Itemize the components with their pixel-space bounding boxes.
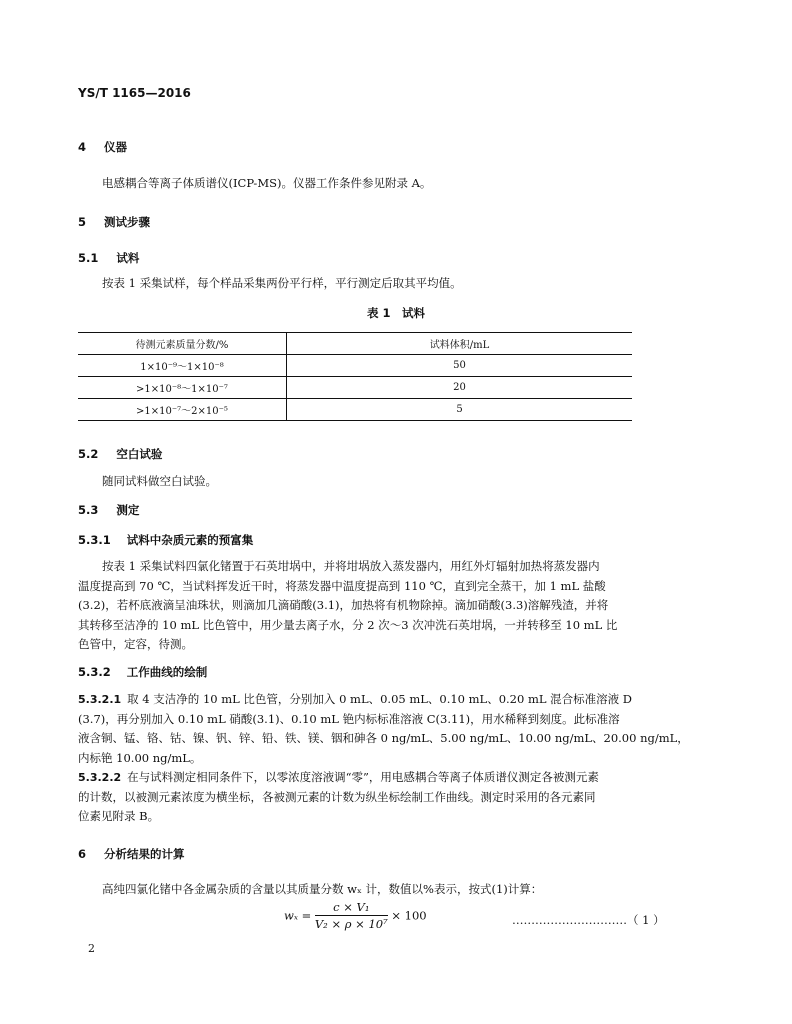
section-title: 试料 [116,251,140,265]
equation-denominator: V₂ × ρ × 10⁷ [314,917,388,931]
section-5-2-heading [78,446,162,462]
section-5-3-2-2-body [78,768,712,827]
paragraph-line: 内标铯 10.00 ng/mL。 [78,750,202,765]
section-5-1-heading [78,250,139,266]
table-cell: >1×10⁻⁷～2×10⁻⁵ [78,399,287,421]
paragraph-line: 色管中，定容，待测。 [78,637,193,651]
paragraph-line: 按表 1 采集试料四氯化锗置于石英坩埚中，并将坩埚放入蒸发器内，用红外灯辐射加热将蒸发器内 [102,559,600,573]
table-row [78,377,632,399]
table-header-cell: 试料体积/mL [287,333,633,355]
paragraph-line: 的计数，以被测元素浓度为横坐标，各被测元素的计数为纵坐标绘制工作曲线。测定时采用的各元素同 [78,789,596,804]
section-5-2-body: 随同试料做空白试验。 [102,474,217,488]
clause-text: 在与试料测定相同条件下，以零浓度溶液调“零”，用电感耦合等离子体质谱仪测定各被测元素 [127,770,599,784]
section-number: 5.3.2 [78,665,111,679]
section-number: 4 [78,140,87,154]
table-cell: 5 [456,404,463,415]
table-1-caption: 表 1 试料 [366,306,425,320]
clause-number: 5.3.2.2 [78,771,122,784]
section-5-3-1-body [78,557,712,655]
section-number: 6 [78,847,87,861]
section-5-3-2-1-body [78,690,712,768]
equation-1 [284,900,427,931]
section-title: 空白试验 [116,447,163,461]
section-number: 5.2 [78,447,99,461]
section-6-heading [78,846,185,862]
section-4-body: 电感耦合等离子体质谱仪(ICP-MS)。仪器工作条件参见附录 A。 [102,176,432,190]
section-title: 测定 [116,503,140,517]
clause-number: 5.3.2.1 [78,693,122,706]
paragraph-line: 温度提高到 70 ℃，当试料挥发近干时，将蒸发器中温度提高到 110 ℃，直到完全蒸干，加 1 mL 盐酸 [78,578,606,593]
section-5-3-heading [78,502,139,518]
paragraph-line: (3.2)，若杯底液滴呈油珠状，则滴加几滴硝酸(3.1)，加热将有机物除掉。滴加硝酸(3.3)溶解残渣，并将 [78,598,609,612]
section-number: 5.3.1 [78,533,111,547]
section-title: 试料中杂质元素的预富集 [126,533,254,547]
table-row [78,399,632,421]
section-title: 分析结果的计算 [104,847,185,861]
paragraph-line: 液含铜、锰、铬、钴、镍、钒、锌、铅、铁、镁、铟和砷各 0 ng/mL、5.00 ng/mL、10.00 ng/mL、20.00 ng/mL， [78,731,689,745]
section-5-3-1-heading [78,532,253,548]
equation-label: …………………………（ 1 ） [512,913,665,927]
section-5-1-body: 按表 1 采集试样，每个样品采集两份平行样，平行测定后取其平均值。 [102,276,462,290]
table-cell: >1×10⁻⁸～1×10⁻⁷ [78,377,287,399]
paragraph-line: 位素见附录 B。 [78,809,160,823]
table-header-cell: 待测元素质量分数/% [78,333,287,355]
section-title: 工作曲线的绘制 [126,665,208,679]
table-row [78,355,632,377]
table-cell: 50 [287,355,633,377]
section-title: 测试步骤 [104,215,151,229]
table-cell: 20 [287,377,633,399]
section-4-heading [78,139,127,155]
section-number: 5.3 [78,503,99,517]
paragraph-line [78,690,712,710]
equation-numerator: c × V₁ [315,900,388,916]
paragraph-line [78,768,712,788]
section-number: 5.1 [78,251,99,265]
table-cell: 1×10⁻⁹～1×10⁻⁸ [78,355,287,377]
standard-number: YS/T 1165—2016 [78,86,191,100]
equation-fraction [315,900,388,931]
section-6-body: 高纯四氯化锗中各金属杂质的含量以其质量分数 wₓ 计，数值以%表示，按式(1)计算： [102,882,543,896]
section-5-3-2-heading [78,664,207,680]
paragraph-line: 其转移至洁净的 10 mL 比色管中，用少量去离子水，分 2 次～3 次冲洗石英坩埚，一并转移至 10 mL 比 [78,617,618,632]
section-5-heading [78,214,150,230]
section-title: 仪器 [104,140,128,154]
paragraph-line: (3.7)，再分别加入 0.10 mL 硝酸(3.1)、0.10 mL 铯内标标准溶液 C(3.11)，用水稀释到刻度。此标准溶 [78,711,620,726]
section-number: 5 [78,215,87,229]
page-number: 2 [88,942,95,955]
table-header-row [78,333,632,355]
equation-rhs: × 100 [391,908,427,923]
clause-text: 取 4 支洁净的 10 mL 比色管，分别加入 0 mL、0.05 mL、0.10 mL、0.20 mL 混合标准溶液 D [127,692,633,706]
equation-lhs: wₓ = [284,908,312,923]
table-1 [78,332,632,421]
